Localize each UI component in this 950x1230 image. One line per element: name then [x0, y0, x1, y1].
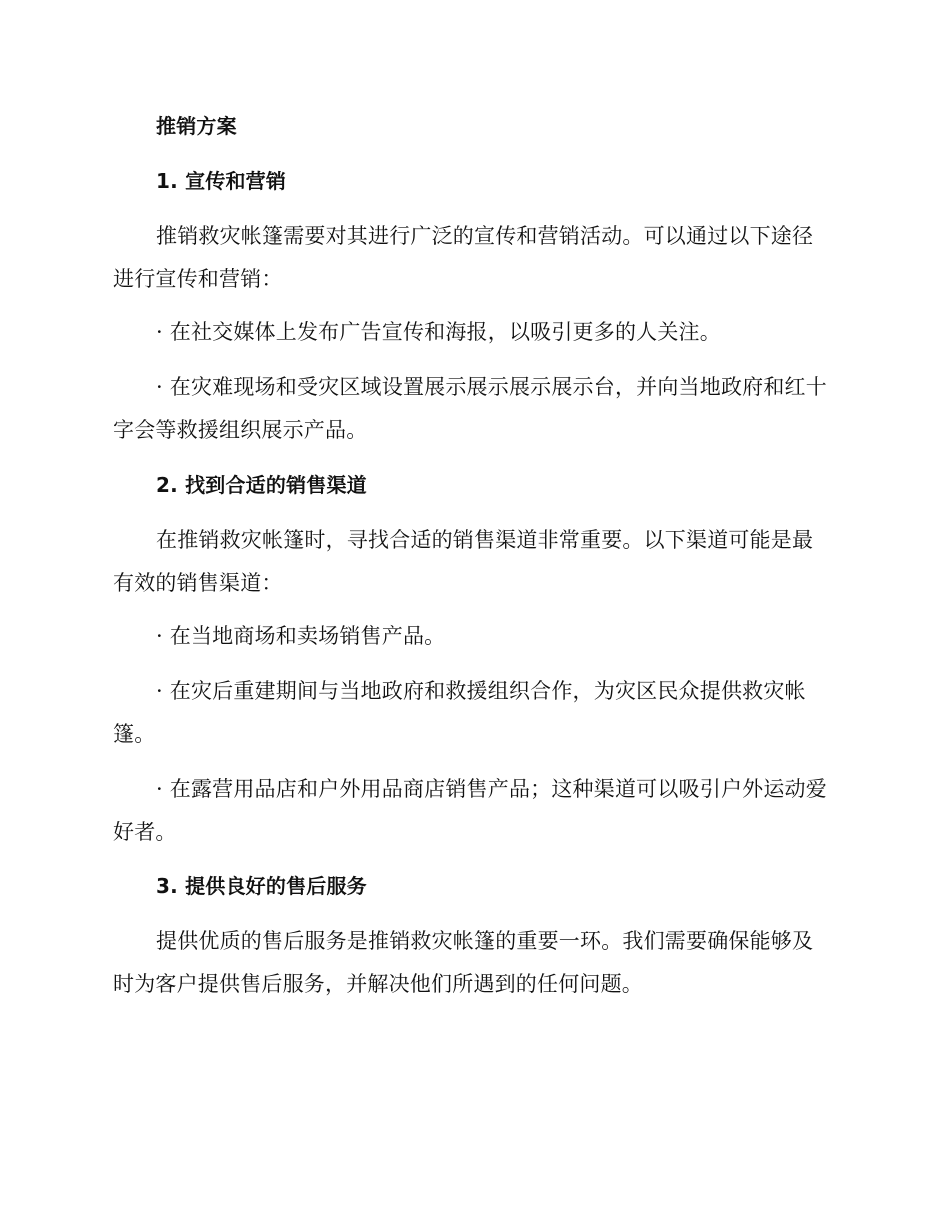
section-2-intro: 在推销救灾帐篷时，寻找合适的销售渠道非常重要。以下渠道可能是最有效的销售渠道： [113, 528, 814, 595]
section-1-heading: 1. 宣传和营销 [156, 169, 287, 193]
section-2-bullet-3: · 在露营用品店和户外用品商店销售产品；这种渠道可以吸引户外运动爱好者。 [113, 777, 827, 844]
section-2-bullet-2: · 在灾后重建期间与当地政府和救援组织合作，为灾区民众提供救灾帐篷。 [113, 679, 806, 746]
section-1-intro: 推销救灾帐篷需要对其进行广泛的宣传和营销活动。可以通过以下途径进行宣传和营销： [113, 224, 814, 291]
section-3-heading: 3. 提供良好的售后服务 [156, 874, 367, 898]
section-3-intro: 提供优质的售后服务是推销救灾帐篷的重要一环。我们需要确保能够及时为客户提供售后服务，并解决他们所遇到的任何问题。 [113, 929, 814, 996]
section-2-bullet-1: · 在当地商场和卖场销售产品。 [156, 624, 446, 648]
document-title: 推销方案 [156, 114, 237, 138]
section-1-bullet-2: · 在灾难现场和受灾区域设置展示展示展示展示台，并向当地政府和红十字会等救援组织展示产品。 [113, 375, 827, 442]
section-1-bullet-1: · 在社交媒体上发布广告宣传和海报，以吸引更多的人关注。 [156, 320, 721, 344]
section-2-heading: 2. 找到合适的销售渠道 [156, 473, 367, 497]
